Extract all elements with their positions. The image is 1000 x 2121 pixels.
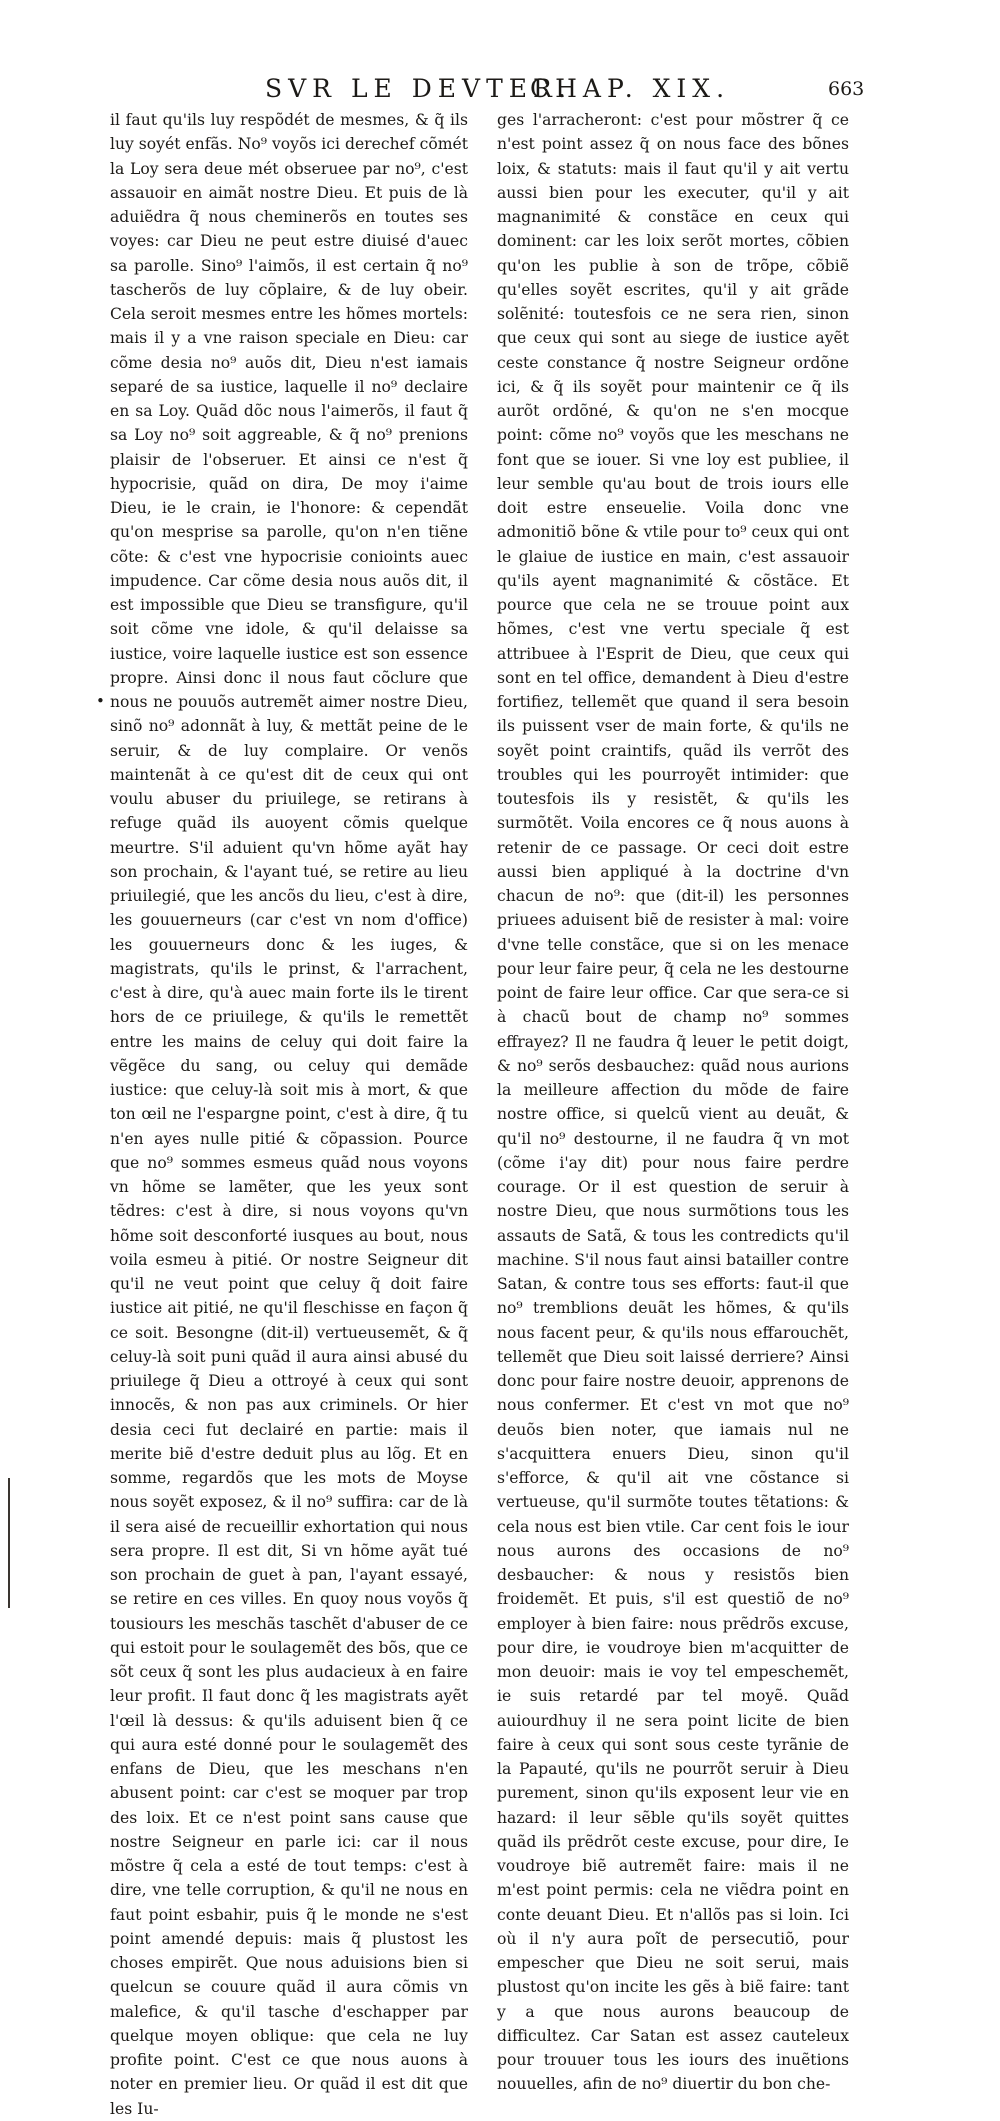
text-column-left (110, 108, 468, 2118)
margin-dot-mark: • (96, 692, 105, 710)
page-number: 663 (828, 78, 865, 100)
column-text: ges l'arracheront: c'est pour mõstrer q̃ ce n'est point assez q̃ on nous face des bõnes loix, & statuts: mais il faut qu'il y ait vertu aussi bien pour les executer, qu'il y ait magnanimité & constãce en ceux qui dominent: car les loix serõt mortes, cõbien qu'on les publie à son de trõpe, cõbiẽ qu'elles soyẽt escrites, qu'il y ait grãde solẽnité: toutesfois ce ne sera rien, sinon que ceux qui sont au siege de iustice ayẽt ceste constance q̃ nostre Seigneur ordõne ici, & q̃ ils soyẽt pour maintenir ce q̃ ils aurõt ordõné, & qu'on ne s'en mocque point: cõme no⁹ voyõs que les meschans ne font que se iouer. Si vne loy est publiee, il leur semble qu'au bout de trois iours elle doit estre enseuelie. Voila donc vne admonitiõ bõne & vtile pour to⁹ ceux qui ont le glaiue de iustice en main, c'est assauoir qu'ils ayent magnanimité & cõstãce. Et pource que cela ne se trouue point aux hõmes, c'est vne vertu speciale q̃ est attribuee à l'Esprit de Dieu, que ceux qui sont en tel office, demandent à Dieu d'estre fortifiez, tellemẽt que quand il sera besoin ils puissent vser de main forte, & qu'ils ne soyẽt point craintifs, quãd ils verrõt des troubles qui les pourroyẽt intimider: que toutesfois ils y resistẽt, & qu'ils les surmõtẽt. Voila encores ce q̃ nous auons à retenir de ce passage. Or ceci doit estre aussi bien appliqué à la doctrine d'vn chacun de no⁹: que (dit-il) les personnes priuees aduisent biẽ de resister à mal: voire d'vne telle constãce, que si on les menace pour leur faire peur, q̃ cela ne les destourne point de faire leur office. Car que sera-ce si à chacũ bout de champ no⁹ sommes effrayez? Il ne faudra q̃ leuer le petit doigt, & no⁹ serõs desbauchez: quãd nous aurions la meilleure affection du mõde de faire nostre office, si quelcũ vient au deuãt, & qu'il no⁹ destourne, il ne faudra q̃ vn mot (cõme i'ay dit) pour nous faire perdre courage. Or il est question de seruir à nostre Dieu, que nous surmõtions tous les assauts de Satã, & tous les contredicts qu'il machine. S'il nous faut ainsi batailler contre Satan, & contre tous ses efforts: faut-il que no⁹ tremblions deuãt les hõmes, & qu'ils nous facent peur, & qu'ils nous effarouchẽt, tellemẽt que Dieu soit laissé derriere? Ainsi donc pour faire nostre deuoir, apprenons de nous confermer. Et c'est vn mot que no⁹ deuõs bien noter, que iamais nul ne s'acquittera enuers Dieu, sinon qu'il s'efforce, & qu'il ait vne cõstance si vertueuse, qu'il surmõte toutes tẽtations: & cela nous est bien vtile. Car cent fois le iour nous aurons des occasions de no⁹ desbaucher: & nous y resistõs bien froidemẽt. Et puis, s'il est questiõ de no⁹ employer à bien faire: nous prẽdrõs excuse, pour dire, ie voudroye bien m'acquitter de mon deuoir: mais ie voy tel empeschemẽt, ie suis retardé par tel moyẽ. Quãd auiourdhuy il ne sera point licite de bien faire à ceux qui sont sous ceste tyrãnie de la Papauté, qu'ils ne pourrõt seruir à Dieu purement, sinon qu'ils exposent leur vie en hazard: il leur sẽble qu'ils soyẽt quittes quãd ils prẽdrõt ceste excuse, pour dire, Ie voudroye biẽ autremẽt faire: mais il ne m'est point permis: cela ne viẽdra point en conte deuant Dieu. Et n'allõs pas si loin. Ici où il n'y aura poĩt de persecutiõ, pour empescher que Dieu ne soit serui, mais plustost qu'on incite les gẽs à biẽ faire: tant y a que nous aurons beaucoup de difficultez. Car Satan est assez cauteleux pour trouuer tous les iours des inuẽtions nouuelles, afin de no⁹ diuertir du bon che- (497, 111, 849, 2094)
running-title-left: SVR LE DEVTER. (265, 74, 572, 103)
running-title-right: CHAP. XIX. (530, 74, 731, 103)
running-header (265, 74, 825, 104)
margin-rule-mark (8, 1478, 10, 1608)
column-text: il faut qu'ils luy respõdét de mesmes, & q̃ ils luy soyét enfãs. No⁹ voyõs ici derechef cõmét la Loy sera deue mét obseruee par no⁹, c'est assauoir en aimãt nostre Dieu. Et puis de là aduiẽdra q̃ nous cheminerõs en toutes ses voyes: car Dieu ne peut estre diuisé d'auec sa parolle. Sino⁹ l'aimõs, il est certain q̃ no⁹ tascherõs de luy cõplaire, & de luy obeir. Cela seroit mesmes entre les hõmes mortels: mais il y a vne raison speciale en Dieu: car cõme desia no⁹ auõs dit, Dieu n'est iamais separé de sa iustice, laquelle il no⁹ declaire en sa Loy. Quãd dõc nous l'aimerõs, il faut q̃ sa Loy no⁹ soit aggreable, & q̃ no⁹ prenions plaisir de l'obseruer. Et ainsi ce n'est q̃ hypocrisie, quãd on dira, De moy i'aime Dieu, ie le crain, ie l'honore: & cependãt qu'on mesprise sa parolle, qu'on n'en tiẽne cõte: & c'est vne hypocrisie conioints auec impudence. Car cõme desia nous auõs dit, il est impossible que Dieu se transfigure, qu'il soit cõme vne idole, & qu'il delaisse sa iustice, voire laquelle iustice est son essence propre. Ainsi donc il nous faut cõclure que nous ne pouuõs autremẽt aimer nostre Dieu, sinõ no⁹ adonnãt à luy, & mettãt peine de le seruir, & de luy complaire. Or venõs maintenãt à ce qu'est dit de ceux qui ont voulu abuser du priuilege, se retirans à refuge quãd ils auoyent cõmis quelque meurtre. S'il aduient qu'vn hõme ayãt hay son prochain, & l'ayant tué, se retire au lieu priuilegié, que les ancõs du lieu, c'est à dire, les gouuerneurs (car c'est vn nom d'office) les gouuerneurs donc & les iuges, & magistrats, qu'ils le prinst, & l'arrachent, c'est à dire, qu'à auec main forte ils le tirent hors de ce priuilege, & qu'ils le remettẽt entre les mains de celuy qui doit faire la vẽgẽce du sang, ou celuy qui demãde iustice: que celuy-là soit mis à mort, & que ton œil ne l'espargne point, c'est à dire, q̃ tu n'en ayes nulle pitié & cõpassion. Pource que no⁹ sommes esmeus quãd nous voyons vn hõme se lamẽter, que les yeux sont tẽdres: c'est à dire, si nous voyons qu'vn hõme soit desconforté iusques au bout, nous voila esmeu à pitié. Or nostre Seigneur dit qu'il ne veut point que celuy q̃ doit faire iustice ait pitié, ne qu'il fleschisse en façon q̃ ce soit. Besongne (dit-il) vertueusemẽt, & q̃ celuy-là soit puni quãd il aura ainsi abusé du priuilege q̃ Dieu a ottroyé à ceux qui sont innocẽs, & non pas aux criminels. Or hier desia ceci fut declairé en partie: mais il merite biẽ d'estre deduit plus au lõg. Et en somme, regardõs que les mots de Moyse nous soyẽt exposez, & il no⁹ suffira: car de là il sera aisé de recueillir exhortation qui nous sera propre. Il est dit, Si vn hõme ayãt tué son prochain de guet à pan, l'ayant essayé, se retire en ces villes. En quoy nous voyõs q̃ tousiours les meschãs taschẽt d'abuser de ce qui estoit pour le soulagemẽt des bõs, que ce sõt ceux q̃ sont les plus audacieux à en faire leur profit. Il faut donc q̃ les magistrats ayẽt l'œil là dessus: & qu'ils aduisent bien q̃ ce qui aura esté donné pour le soulagemẽt des enfans de Dieu, que les meschans n'en abusent point: car c'est se moquer par trop des loix. Et ce n'est point sans cause que nostre Seigneur en parle ici: car il nous mõstre q̃ cela a esté de tout temps: c'est à dire, vne telle corruption, & qu'il ne nous en faut point esbahir, puis q̃ le monde ne s'est point amendé depuis: mais q̃ plustost les choses empirẽt. Que nous aduisions bien si quelcun se couure quãd il aura cõmis vn malefice, & qu'il tasche d'eschapper par quelque moyen oblique: que cela ne luy profite point. C'est ce que nous auons à noter en premier lieu. Or quãd il est dit que les Iu- (110, 111, 468, 2118)
text-column-right (497, 108, 849, 2094)
